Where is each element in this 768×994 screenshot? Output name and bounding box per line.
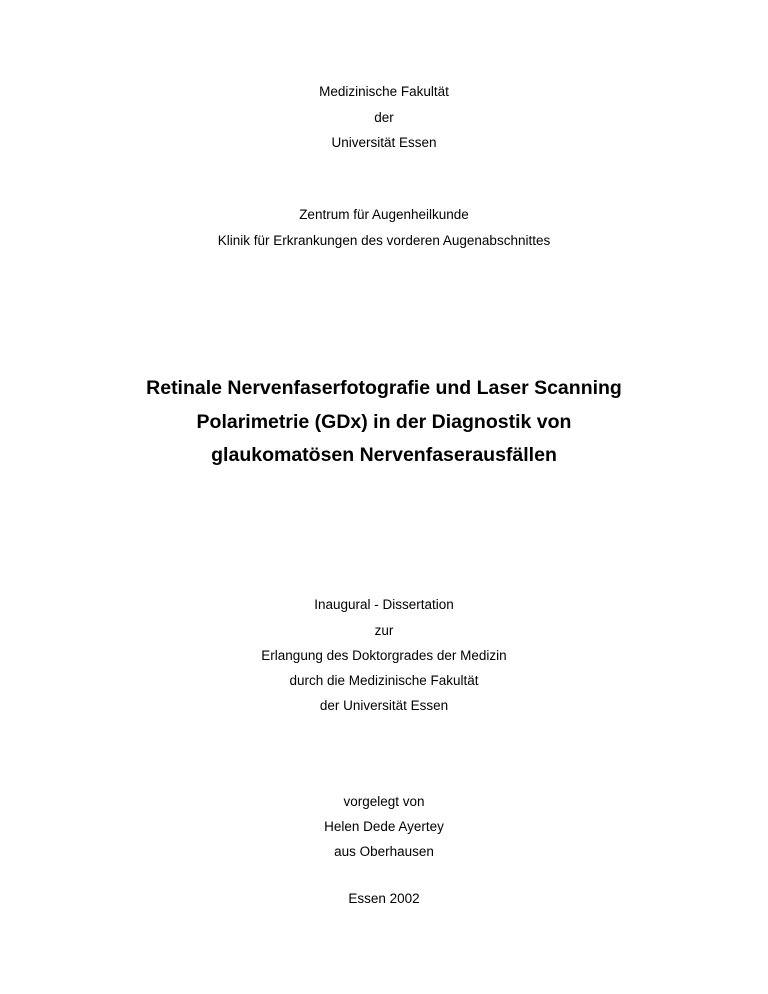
place-and-year: Essen 2002 [348, 891, 420, 906]
author-name: Helen Dede Ayertey [324, 819, 444, 834]
submitted-by-label: vorgelegt von [343, 794, 425, 809]
faculty-connector: der [374, 110, 394, 125]
dissertation-university: der Universität Essen [319, 698, 449, 713]
thesis-title-line-3: glaukomatösen Nervenfaserausfällen [211, 444, 557, 466]
dissertation-connector: zur [374, 623, 394, 638]
department-center: Zentrum für Augenheilkunde [299, 207, 469, 222]
author-origin: aus Oberhausen [334, 844, 434, 859]
dissertation-purpose: Erlangung des Doktorgrades der Medizin [261, 648, 507, 663]
university-name: Universität Essen [331, 135, 437, 150]
thesis-title-line-2: Polarimetrie (GDx) in der Diagnostik von [196, 411, 572, 433]
dissertation-faculty: durch die Medizinische Fakultät [289, 673, 479, 688]
department-clinic: Klinik für Erkrankungen des vorderen Augenabschnittes [217, 233, 551, 248]
thesis-title-line-1: Retinale Nervenfaserfotografie und Laser Scanning [146, 377, 622, 399]
faculty-name: Medizinische Fakultät [319, 84, 449, 99]
dissertation-type: Inaugural - Dissertation [314, 597, 454, 612]
